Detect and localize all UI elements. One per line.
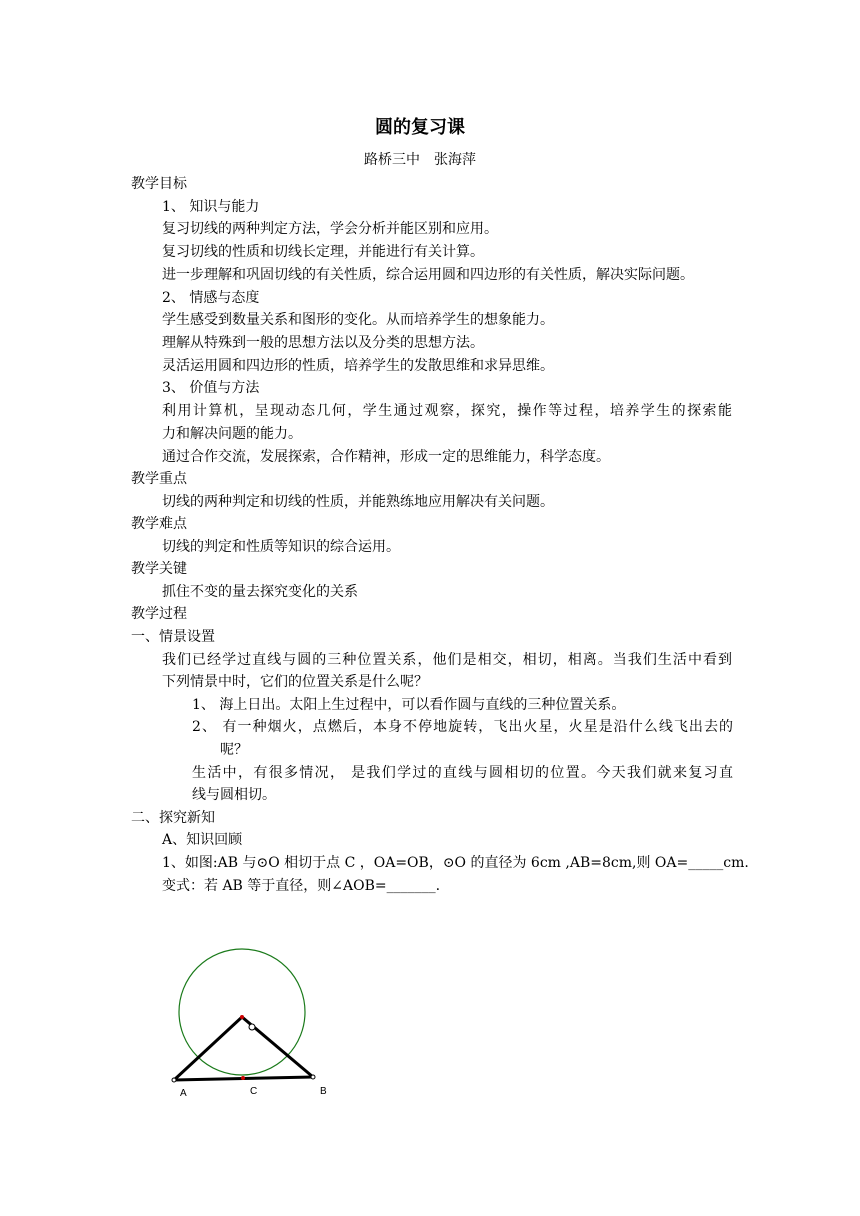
- label-b: B: [320, 1086, 327, 1097]
- author-line: 路桥三中 张海萍: [364, 152, 476, 168]
- point-a: [172, 1078, 176, 1082]
- subheading-attitude: 2、 情感与态度: [162, 290, 260, 306]
- paragraph-line: 线与圆相切。: [192, 787, 276, 803]
- paragraph-line: 复习切线的性质和切线长定理，并能进行有关计算。: [162, 244, 484, 260]
- center-marker: [249, 1024, 255, 1030]
- subheading-values: 3、 价值与方法: [162, 380, 260, 396]
- point-c: [241, 1076, 245, 1080]
- heading-difficulty: 教学难点: [131, 516, 187, 532]
- paragraph-line: 通过合作交流，发展探索，合作精神，形成一定的思维能力，科学态度。: [162, 449, 610, 465]
- heading-objectives: 教学目标: [131, 176, 187, 192]
- paragraph-line: 灵活运用圆和四边形的性质，培养学生的发散思维和求异思维。: [162, 358, 554, 374]
- paragraph-line: 抓住不变的量去探究变化的关系: [162, 584, 358, 600]
- list-item-continued: 呢？: [220, 742, 248, 758]
- heading-explore: 二、探究新知: [131, 810, 215, 826]
- page-title: 圆的复习课: [375, 117, 465, 138]
- list-item: 1、 海上日出。太阳上生过程中，可以看作圆与直线的三种位置关系。: [192, 697, 626, 713]
- paragraph-line: 学生感受到数量关系和图形的变化。从而培养学生的想象能力。: [162, 312, 554, 328]
- heading-process: 教学过程: [131, 606, 187, 622]
- paragraph-line: 进一步理解和巩固切线的有关性质，综合运用圆和四边形的有关性质，解决实际问题。: [162, 267, 694, 283]
- label-a: A: [180, 1088, 187, 1099]
- paragraph-line: 生活中，有很多情况， 是我们学过的直线与圆相切的位置。今天我们就来复习直: [192, 765, 733, 781]
- segment-oa: [174, 1017, 242, 1080]
- heading-key-points: 教学重点: [131, 471, 187, 487]
- geometry-figure: [160, 945, 340, 1105]
- paragraph-line: 力和解决问题的能力。: [162, 426, 302, 442]
- paragraph-line: 理解从特殊到一般的思想方法以及分类的思想方法。: [162, 335, 484, 351]
- heading-scenario: 一、情景设置: [131, 629, 215, 645]
- paragraph-line: 切线的两种判定和切线的性质，并能熟练地应用解决有关问题。: [162, 494, 554, 510]
- paragraph-line: 复习切线的两种判定方法，学会分析并能区别和应用。: [162, 221, 498, 237]
- subheading-review: A、知识回顾: [162, 832, 243, 848]
- heading-key: 教学关键: [131, 561, 187, 577]
- point-o: [240, 1015, 244, 1019]
- label-c: C: [250, 1086, 258, 1097]
- point-b: [311, 1075, 315, 1079]
- question-line: 1、如图:AB 与⊙O 相切于点 C ，OA=OB，⊙O 的直径为 6cm ,AB=8cm,则 OA=_____cm.: [162, 855, 749, 871]
- paragraph-line: 切线的判定和性质等知识的综合运用。: [162, 539, 400, 555]
- paragraph-line: 利用计算机，呈现动态几何，学生通过观察，探究，操作等过程，培养学生的探索能: [162, 403, 732, 419]
- variant-question: 变式：若 AB 等于直径，则∠AOB=_______.: [162, 878, 441, 894]
- paragraph-line: 我们已经学过直线与圆的三种位置关系，他们是相交，相切，相离。当我们生活中看到: [162, 652, 732, 668]
- paragraph-line: 下列情景中时，它们的位置关系是什么呢？: [162, 674, 428, 690]
- subheading-knowledge: 1、 知识与能力: [162, 199, 260, 215]
- list-item: 2、 有一种烟火，点燃后，本身不停地旋转，飞出火星，火星是沿什么线飞出去的: [192, 719, 733, 735]
